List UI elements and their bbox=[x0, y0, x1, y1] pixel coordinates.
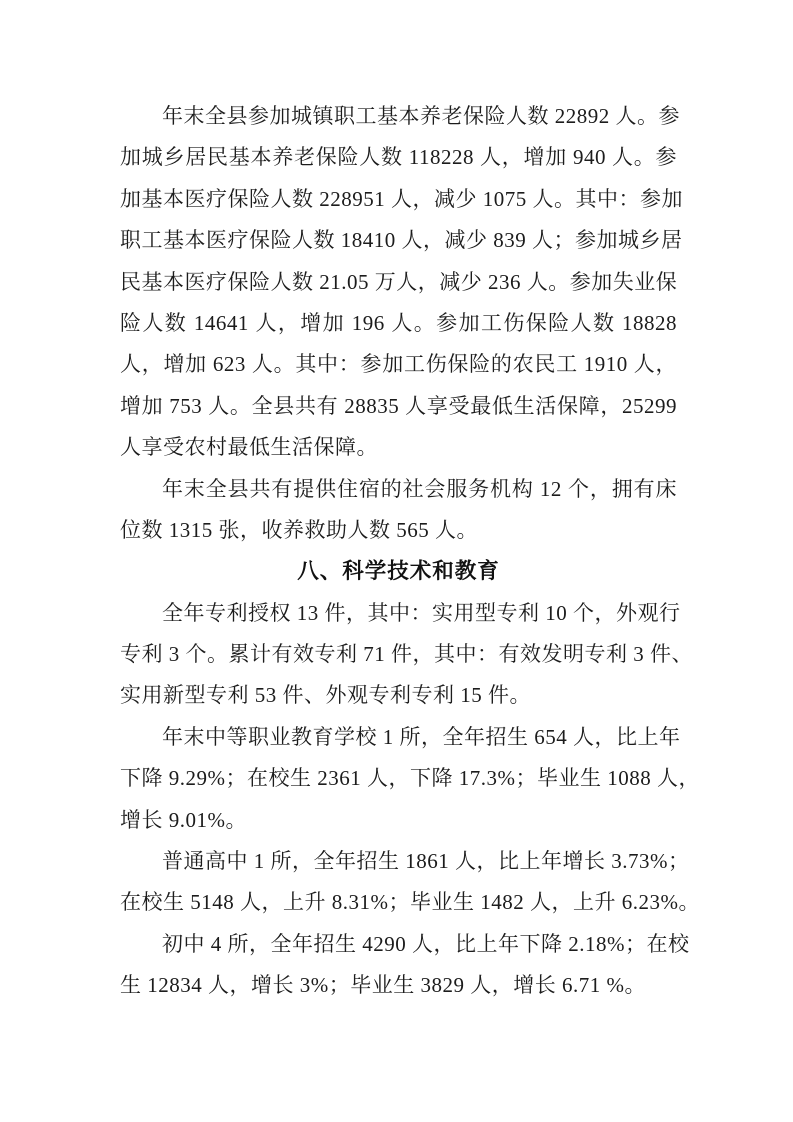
paragraph-social-services bbox=[120, 469, 677, 552]
paragraph-line: 普通高中 1 所，全年招生 1861 人，比上年增长 3.73%； bbox=[162, 849, 690, 874]
paragraph-line: 全年专利授权 13 件，其中：实用型专利 10 个，外观行 bbox=[162, 600, 681, 625]
paragraph-line: 职工基本医疗保险人数 18410 人，减少 839 人；参加城乡居 bbox=[120, 228, 683, 253]
paragraph-line: 专利 3 个。累计有效专利 71 件，其中：有效发明专利 3 件、 bbox=[120, 642, 693, 667]
paragraph-line: 实用新型专利 53 件、外观专利专利 15 件。 bbox=[120, 683, 531, 708]
paragraph-line: 年末全县共有提供住宿的社会服务机构 12 个，拥有床 bbox=[162, 476, 677, 501]
paragraph-line: 人，增加 623 人。其中：参加工伤保险的农民工 1910 人， bbox=[120, 352, 677, 377]
paragraph-line: 险人数 14641 人，增加 196 人。参加工伤保险人数 18828 bbox=[120, 310, 677, 335]
paragraph-middle-school bbox=[120, 924, 690, 1007]
paragraph-patents bbox=[120, 593, 693, 717]
paragraph-social-insurance bbox=[120, 96, 683, 469]
paragraph-line: 在校生 5148 人，上升 8.31%；毕业生 1482 人，上升 6.23%。 bbox=[120, 890, 700, 915]
paragraph-line: 下降 9.29%；在校生 2361 人，下降 17.3%；毕业生 1088 人， bbox=[120, 766, 700, 791]
section-heading: 八、科学技术和教育 bbox=[297, 559, 500, 584]
paragraph-line: 增加 753 人。全县共有 28835 人享受最低生活保障，25299 bbox=[120, 393, 677, 418]
paragraph-line: 增长 9.01%。 bbox=[120, 807, 247, 832]
paragraph-vocational-education bbox=[120, 717, 700, 841]
paragraph-line: 人享受农村最低生活保障。 bbox=[120, 435, 378, 460]
paragraph-line: 位数 1315 张，收养救助人数 565 人。 bbox=[120, 517, 478, 542]
paragraph-line: 生 12834 人，增长 3%；毕业生 3829 人，增长 6.71 %。 bbox=[120, 973, 646, 998]
paragraph-line: 年末中等职业教育学校 1 所，全年招生 654 人，比上年 bbox=[162, 724, 681, 749]
paragraph-line: 初中 4 所，全年招生 4290 人，比上年下降 2.18%；在校 bbox=[162, 931, 690, 956]
paragraph-line: 年末全县参加城镇职工基本养老保险人数 22892 人。参 bbox=[162, 104, 680, 128]
paragraph-line: 加基本医疗保险人数 228951 人，减少 1075 人。其中：参加 bbox=[120, 186, 683, 211]
paragraph-line: 加城乡居民基本养老保险人数 118228 人，增加 940 人。参 bbox=[120, 145, 677, 170]
paragraph-high-school bbox=[120, 841, 700, 924]
document-body bbox=[120, 96, 700, 1007]
paragraph-line: 民基本医疗保险人数 21.05 万人，减少 236 人。参加失业保 bbox=[120, 269, 678, 294]
